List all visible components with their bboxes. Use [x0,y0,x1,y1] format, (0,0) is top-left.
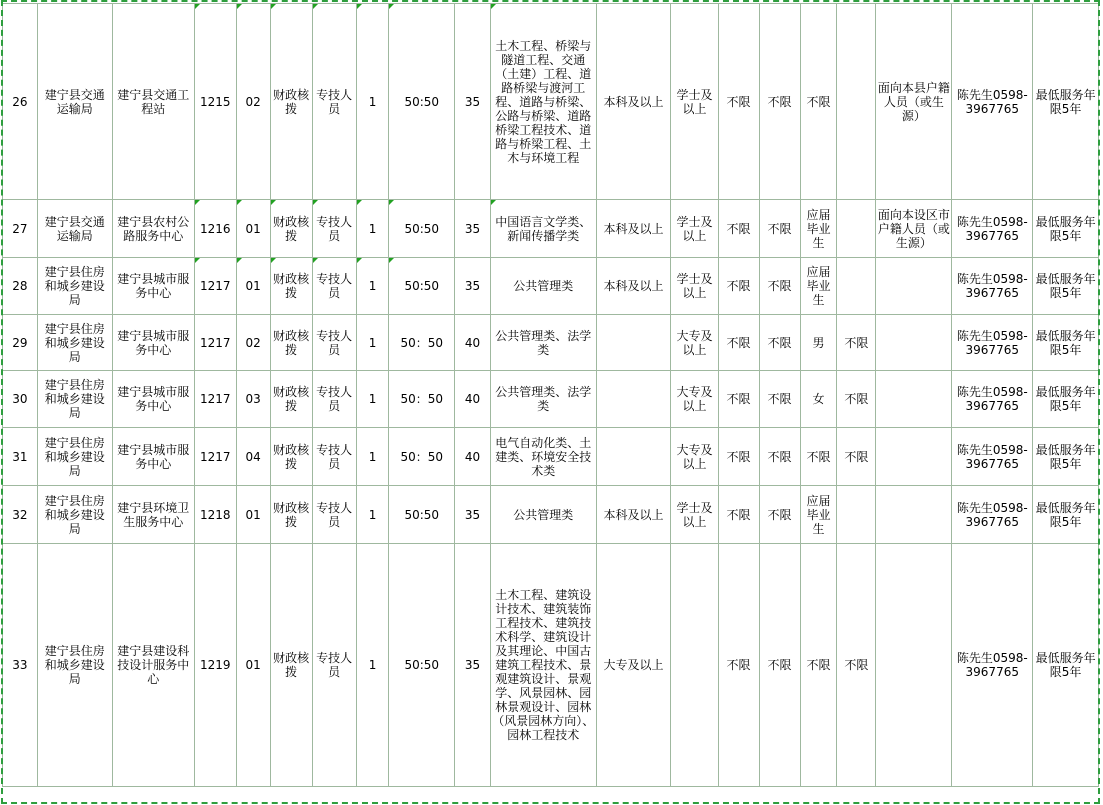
cell-contact[interactable]: 陈先生0598-3967765 [952,428,1033,486]
cell-degree[interactable]: 学士及以上 [671,200,718,258]
cell-contact[interactable]: 陈先生0598-3967765 [952,258,1033,315]
cell-education[interactable]: 大专及以上 [596,544,671,787]
cell-funding[interactable]: 财政核拨 [270,544,312,787]
cell-seq[interactable]: 01 [236,544,270,787]
cell-funding[interactable]: 财政核拨 [270,4,312,200]
cell-count[interactable]: 1 [356,428,389,486]
cell-index[interactable]: 33 [3,544,38,787]
cell-household[interactable] [876,315,952,371]
cell-employer[interactable]: 建宁县城市服务中心 [112,371,194,428]
cell-comment-flag-icon [271,4,276,9]
cell-seq[interactable]: 02 [236,4,270,200]
cell-category[interactable]: 专技人员 [312,486,356,544]
cell-index[interactable]: 32 [3,486,38,544]
cell-ratio[interactable]: 50:50 [389,544,455,787]
cell-employer[interactable]: 建宁县城市服务中心 [112,428,194,486]
cell-cond1[interactable]: 不限 [718,544,759,787]
cell-fresh[interactable]: 不限 [837,315,876,371]
cell-age[interactable]: 35 [455,258,491,315]
cell-comment-flag-icon [237,258,242,263]
cell-comment-flag-icon [357,200,362,205]
cell-comment-flag-icon [357,258,362,263]
cell-cond2[interactable]: 不限 [759,258,800,315]
cell-contact[interactable]: 陈先生0598-3967765 [952,544,1033,787]
cell-age[interactable]: 35 [455,4,491,200]
cell-unit[interactable]: 建宁县住房和城乡建设局 [37,486,112,544]
cell-fresh[interactable] [837,200,876,258]
cell-education[interactable]: 本科及以上 [596,486,671,544]
cell-unit[interactable]: 建宁县住房和城乡建设局 [37,258,112,315]
cell-code[interactable]: 1219 [194,544,236,787]
cell-service[interactable]: 最低服务年限5年 [1033,371,1099,428]
cell-funding[interactable]: 财政核拨 [270,200,312,258]
cell-fresh[interactable] [837,4,876,200]
cell-fresh[interactable] [837,258,876,315]
cell-degree[interactable]: 学士及以上 [671,258,718,315]
cell-funding[interactable]: 财政核拨 [270,486,312,544]
table-row[interactable] [3,258,1099,315]
cell-ratio[interactable]: 50:50 [389,486,455,544]
cell-education[interactable]: 本科及以上 [596,200,671,258]
cell-service[interactable]: 最低服务年限5年 [1033,544,1099,787]
cell-age[interactable]: 40 [455,428,491,486]
cell-household[interactable] [876,544,952,787]
cell-code[interactable]: 1217 [194,258,236,315]
cell-major[interactable]: 公共管理类、法学类 [490,315,596,371]
cell-household[interactable] [876,371,952,428]
cell-comment-flag-icon [195,258,200,263]
cell-gender[interactable]: 应届毕业生 [800,486,837,544]
cell-education[interactable] [596,315,671,371]
cell-major[interactable]: 土木工程、桥梁与隧道工程、交通（土建）工程、道路桥梁与渡河工程、道路与桥梁、公路与桥梁、道路桥梁工程技术、道路与桥梁工程、土木与环境工程 [490,4,596,200]
job-positions-table [2,3,1099,787]
cell-count[interactable]: 1 [356,315,389,371]
table-row[interactable] [3,428,1099,486]
cell-ratio[interactable]: 50：50 [389,428,455,486]
cell-index[interactable]: 28 [3,258,38,315]
cell-category[interactable]: 专技人员 [312,315,356,371]
cell-comment-flag-icon [357,4,362,9]
cell-contact[interactable]: 陈先生0598-3967765 [952,200,1033,258]
cell-major[interactable]: 公共管理类 [490,258,596,315]
cell-seq[interactable]: 03 [236,371,270,428]
cell-contact[interactable]: 陈先生0598-3967765 [952,371,1033,428]
cell-household[interactable] [876,486,952,544]
cell-category[interactable]: 专技人员 [312,428,356,486]
cell-seq[interactable]: 04 [236,428,270,486]
cell-service[interactable]: 最低服务年限5年 [1033,200,1099,258]
cell-unit[interactable]: 建宁县住房和城乡建设局 [37,428,112,486]
cell-household[interactable]: 面向本设区市户籍人员（或生源） [876,200,952,258]
cell-code[interactable]: 1217 [194,371,236,428]
cell-cond2[interactable]: 不限 [759,371,800,428]
cell-service[interactable]: 最低服务年限5年 [1033,486,1099,544]
cell-category[interactable]: 专技人员 [312,200,356,258]
cell-comment-flag-icon [195,4,200,9]
cell-ratio[interactable]: 50：50 [389,371,455,428]
cell-comment-flag-icon [389,200,394,205]
cell-gender[interactable]: 不限 [800,428,837,486]
cell-degree[interactable]: 学士及以上 [671,486,718,544]
cell-comment-flag-icon [271,258,276,263]
cell-cond2[interactable]: 不限 [759,4,800,200]
cell-unit[interactable]: 建宁县交通运输局 [37,4,112,200]
cell-ratio[interactable]: 50:50 [389,4,455,200]
cell-fresh[interactable]: 不限 [837,371,876,428]
cell-household[interactable] [876,428,952,486]
cell-index[interactable]: 27 [3,200,38,258]
cell-seq[interactable]: 01 [236,258,270,315]
cell-seq[interactable]: 01 [236,486,270,544]
cell-service[interactable]: 最低服务年限5年 [1033,315,1099,371]
cell-age[interactable]: 40 [455,371,491,428]
cell-employer[interactable]: 建宁县环境卫生服务中心 [112,486,194,544]
cell-degree[interactable] [671,544,718,787]
cell-funding[interactable]: 财政核拨 [270,428,312,486]
cell-comment-flag-icon [491,4,496,9]
cell-comment-flag-icon [237,200,242,205]
cell-age[interactable]: 35 [455,486,491,544]
cell-comment-flag-icon [271,200,276,205]
cell-employer[interactable]: 建宁县交通工程站 [112,4,194,200]
cell-gender[interactable]: 应届毕业生 [800,200,837,258]
cell-code[interactable]: 1216 [194,200,236,258]
cell-service[interactable]: 最低服务年限5年 [1033,258,1099,315]
cell-code[interactable]: 1215 [194,4,236,200]
cell-cond2[interactable]: 不限 [759,315,800,371]
table-row[interactable] [3,486,1099,544]
table-body [3,4,1099,787]
cell-comment-flag-icon [313,4,318,9]
cell-age[interactable]: 35 [455,200,491,258]
cell-gender[interactable]: 不限 [800,544,837,787]
cell-age[interactable]: 35 [455,544,491,787]
cell-ratio[interactable]: 50:50 [389,200,455,258]
cell-ratio[interactable]: 50：50 [389,315,455,371]
cell-comment-flag-icon [389,4,394,9]
cell-code[interactable]: 1218 [194,486,236,544]
cell-service[interactable]: 最低服务年限5年 [1033,4,1099,200]
cell-category[interactable]: 专技人员 [312,371,356,428]
cell-cond2[interactable]: 不限 [759,486,800,544]
cell-index[interactable]: 29 [3,315,38,371]
cell-comment-flag-icon [195,200,200,205]
table-row[interactable] [3,371,1099,428]
table-row[interactable] [3,200,1099,258]
cell-education[interactable] [596,428,671,486]
cell-cond1[interactable]: 不限 [718,428,759,486]
cell-cond1[interactable]: 不限 [718,200,759,258]
cell-category[interactable]: 专技人员 [312,258,356,315]
cell-category[interactable]: 专技人员 [312,544,356,787]
cell-unit[interactable]: 建宁县住房和城乡建设局 [37,371,112,428]
cell-funding[interactable]: 财政核拨 [270,258,312,315]
cell-education[interactable]: 本科及以上 [596,258,671,315]
cell-degree[interactable]: 学士及以上 [671,4,718,200]
cell-employer[interactable]: 建宁县建设科技设计服务中心 [112,544,194,787]
cell-code[interactable]: 1217 [194,315,236,371]
cell-degree[interactable]: 大专及以上 [671,428,718,486]
cell-contact[interactable]: 陈先生0598-3967765 [952,486,1033,544]
cell-cond1[interactable]: 不限 [718,258,759,315]
cell-cond2[interactable]: 不限 [759,544,800,787]
cell-age[interactable]: 40 [455,315,491,371]
cell-funding[interactable]: 财政核拨 [270,371,312,428]
cell-cond1[interactable]: 不限 [718,315,759,371]
cell-contact[interactable]: 陈先生0598-3967765 [952,4,1033,200]
cell-unit[interactable]: 建宁县交通运输局 [37,200,112,258]
cell-major[interactable]: 公共管理类 [490,486,596,544]
cell-household[interactable]: 面向本县户籍人员（或生源） [876,4,952,200]
cell-funding[interactable]: 财政核拨 [270,315,312,371]
cell-comment-flag-icon [491,200,496,205]
cell-gender[interactable]: 女 [800,371,837,428]
cell-count[interactable]: 1 [356,371,389,428]
cell-employer[interactable]: 建宁县城市服务中心 [112,258,194,315]
cell-comment-flag-icon [313,258,318,263]
cell-major[interactable]: 公共管理类、法学类 [490,371,596,428]
cell-count[interactable]: 1 [356,258,389,315]
cell-cond2[interactable]: 不限 [759,428,800,486]
cell-major[interactable]: 土木工程、建筑设计技术、建筑装饰工程技术、建筑技术科学、建筑设计及其理论、中国古建筑工程技术、景观建筑设计、景观学、风景园林、园林景观设计、园林（风景园林方向）、园林工程技术 [490,544,596,787]
cell-category[interactable]: 专技人员 [312,4,356,200]
cell-count[interactable]: 1 [356,544,389,787]
cell-index[interactable]: 26 [3,4,38,200]
cell-cond1[interactable]: 不限 [718,486,759,544]
cell-cond2[interactable]: 不限 [759,200,800,258]
cell-degree[interactable]: 大专及以上 [671,315,718,371]
cell-employer[interactable]: 建宁县城市服务中心 [112,315,194,371]
cell-gender[interactable]: 男 [800,315,837,371]
cell-major[interactable]: 中国语言文学类、新闻传播学类 [490,200,596,258]
cell-index[interactable]: 30 [3,371,38,428]
cell-seq[interactable]: 02 [236,315,270,371]
cell-comment-flag-icon [313,200,318,205]
cell-seq[interactable]: 01 [236,200,270,258]
table-row[interactable] [3,315,1099,371]
cell-household[interactable] [876,258,952,315]
cell-index[interactable]: 31 [3,428,38,486]
cell-count[interactable]: 1 [356,486,389,544]
cell-count[interactable]: 1 [356,4,389,200]
cell-ratio[interactable]: 50:50 [389,258,455,315]
cell-cond1[interactable]: 不限 [718,371,759,428]
cell-fresh[interactable]: 不限 [837,428,876,486]
cell-code[interactable]: 1217 [194,428,236,486]
cell-major[interactable]: 电气自动化类、土建类、环境安全技术类 [490,428,596,486]
cell-degree[interactable]: 大专及以上 [671,371,718,428]
cell-count[interactable]: 1 [356,200,389,258]
cell-fresh[interactable] [837,486,876,544]
cell-comment-flag-icon [237,4,242,9]
cell-contact[interactable]: 陈先生0598-3967765 [952,315,1033,371]
cell-fresh[interactable]: 不限 [837,544,876,787]
cell-education[interactable]: 本科及以上 [596,4,671,200]
table-row[interactable] [3,544,1099,787]
cell-service[interactable]: 最低服务年限5年 [1033,428,1099,486]
table-row[interactable] [3,4,1099,200]
cell-gender[interactable]: 应届毕业生 [800,258,837,315]
cell-employer[interactable]: 建宁县农村公路服务中心 [112,200,194,258]
cell-education[interactable] [596,371,671,428]
cell-gender[interactable]: 不限 [800,4,837,200]
cell-unit[interactable]: 建宁县住房和城乡建设局 [37,544,112,787]
cell-unit[interactable]: 建宁县住房和城乡建设局 [37,315,112,371]
cell-cond1[interactable]: 不限 [718,4,759,200]
cell-comment-flag-icon [389,258,394,263]
